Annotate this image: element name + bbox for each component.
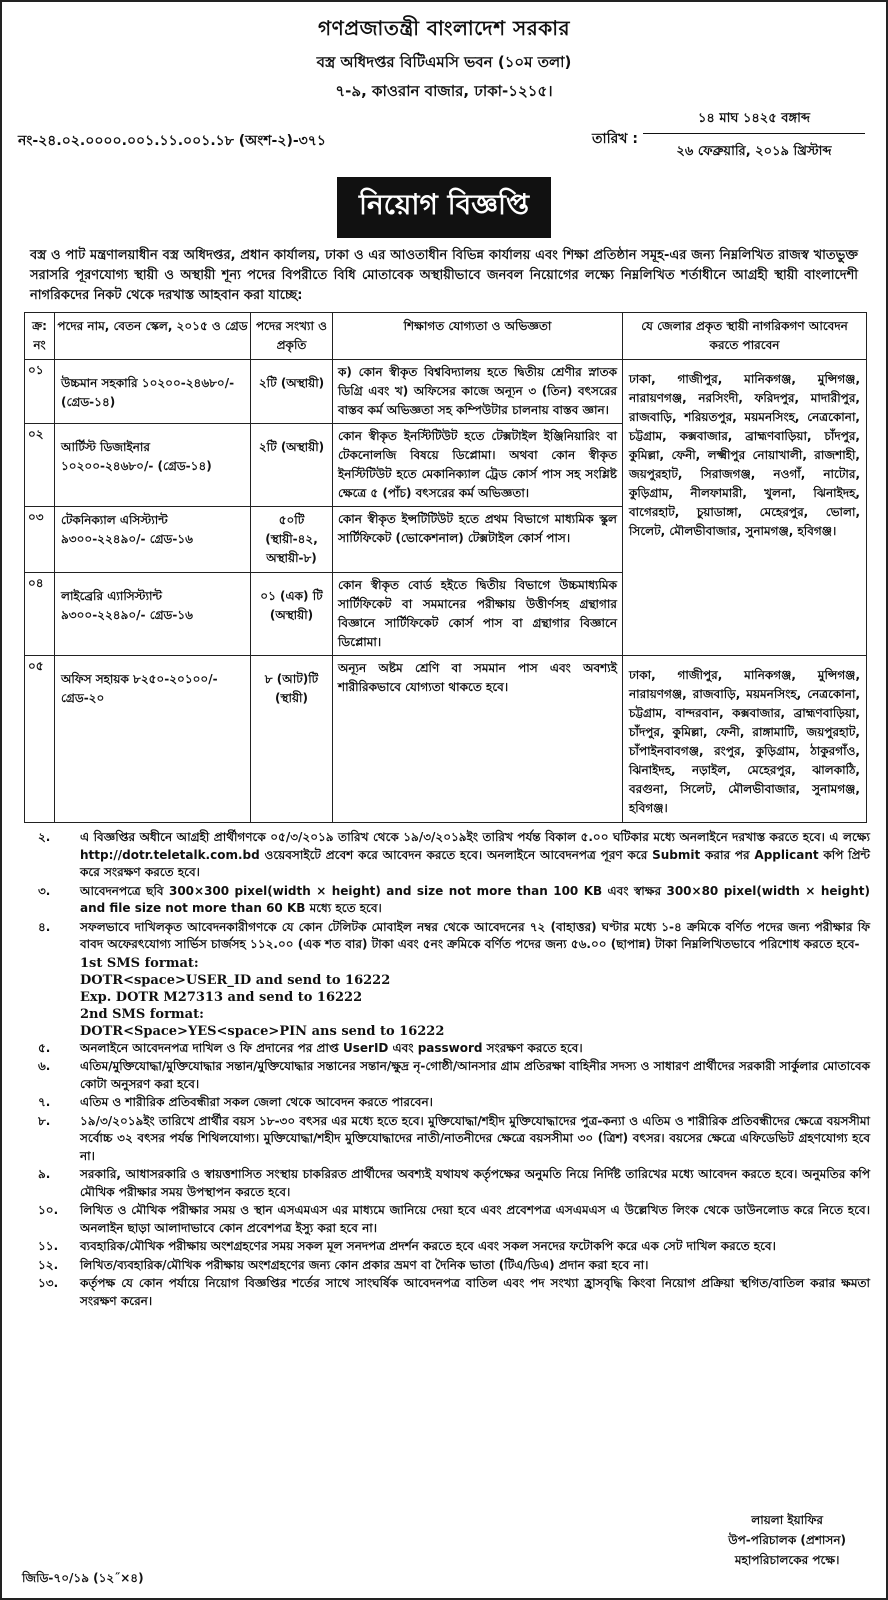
notes-section xyxy=(38,829,870,1310)
posts-table xyxy=(24,312,867,823)
date-box xyxy=(643,109,865,163)
note-text: এতিম ও শারীরিক প্রতিবন্ধীরা সকল জেলা থেকে আবেদন করতে পারবেন। xyxy=(80,1095,433,1109)
row-sl: ০৫ xyxy=(25,656,55,823)
sms-line: 2nd SMS format: xyxy=(80,1006,204,1022)
note-number: ৮. xyxy=(38,1113,51,1128)
row-sl: ০১ xyxy=(25,360,55,424)
org-name: গণপ্রজাতন্ত্রী বাংলাদেশ সরকার xyxy=(318,16,570,40)
note-item xyxy=(38,919,870,954)
note-text: আবেদনপত্রে ছবি 300×300 pixel(width × height) and size not more than 100 KB এবং স্বাক্ষর 300×80 pixel(width × height) and file size not more than 60 KB মধ্যে হতে হবে। xyxy=(80,883,870,915)
note-number: ১০. xyxy=(38,1203,59,1217)
sms-line: DOTR<space>USER_ID and send to 16222 xyxy=(80,972,391,988)
reference-row xyxy=(18,109,870,167)
note-text: সরকারি, আধাসরকারি ও স্বায়ত্তশাসিত সংস্থায় চাকরিরত প্রার্থীদের অবশ্যই যথাযথ কর্তৃপক্ষের অনুমতি নিয়ে নির্দিষ্ট তারিখের মধ্যে আবেদন করতে হবে। অনুমতির কপি মৌখিক পরীক্ষার সময় উপস্থাপন করতে হবে। xyxy=(80,1167,870,1199)
sms-format-block xyxy=(38,955,870,1040)
district-list-1: ঢাকা, গাজীপুর, মানিকগঞ্জ, মুন্সিগঞ্জ, নারায়ণগঞ্জ, নরসিংদী, ফরিদপুর, মাদারীপুর, রাজবাড়ি, শরিয়তপুর, ময়মনসিংহ, নেত্রকোনা, চট্টগ্রাম, কক্সবাজার, ব্রাহ্মণবাড়িয়া, চাঁদপুর, কুমিল্লা, ফেনী, লক্ষ্মীপুর নোয়াখালী, রাজশাহী, জয়পুরহাট, সিরাজগঞ্জ, নওগাঁ, নাটোর, কুড়িগ্রাম, নীলফামারী, খুলনা, ঝিনাইদহ, বাগেরহাট, চুয়াডাঙ্গা, মেহেরপুর, ভোলা, সিলেট, মৌলভীবাজার, সুনামগঞ্জ, হবিগঞ্জ। xyxy=(623,360,867,656)
note-number: ৭. xyxy=(38,1095,51,1109)
table-header-row xyxy=(25,313,867,360)
signature-block xyxy=(728,1510,846,1570)
signatory-name: লায়লা ইয়াফির xyxy=(751,1513,823,1527)
note-item xyxy=(38,1094,870,1112)
row-post: উচ্চমান সহকারি ১০২০০-২৪৬৮০/- (গ্রেড-১৪) xyxy=(55,360,251,424)
note-number: ১৩. xyxy=(38,1276,59,1290)
table-row xyxy=(25,360,867,424)
row-qualification: ক) কোন স্বীকৃত বিশ্ববিদ্যালয় হতে দ্বিতীয় শ্রেণীর স্নাতক ডিগ্রি এবং খ) অফিসের কাজে অন্যূন ৩ (তিন) বৎসরের বাস্তব কর্ম অভিজ্ঞতা সহ কম্পিউটার চালনায় বাস্তব জ্ঞান। xyxy=(333,360,623,424)
note-item xyxy=(38,1058,870,1093)
gd-number: জিডি-৭০/১৯ (১২˝×৪) xyxy=(22,1571,144,1585)
row-post: আর্টিস্ট ডিজাইনার ১০২০০-২৪৬৮০/- (গ্রেড-১৪) xyxy=(55,424,251,507)
col-header-count: পদের সংখ্যা ও প্রকৃতি xyxy=(251,313,333,360)
note-number: ৪. xyxy=(38,919,51,934)
col-header-sl: ক্র: নং xyxy=(25,313,55,360)
signatory-designation: উপ-পরিচালক (প্রশাসন) xyxy=(728,1533,846,1547)
row-post: অফিস সহায়ক ৮২৫০-২০১০০/- গ্রেড-২০ xyxy=(55,656,251,823)
note-item xyxy=(38,883,870,918)
signatory-for: মহাপরিচালকের পক্ষে। xyxy=(734,1553,840,1567)
row-qualification: কোন স্বীকৃত বোর্ড হইতে দ্বিতীয় বিভাগে উচ্চমাধ্যমিক সার্টিফিকেট বা সমমানের পরীক্ষায় উত্তীর্ণসহ গ্রন্থাগার বিজ্ঞানে সার্টিফিকেট কোর্স পাস বা গ্রন্থাগার বিজ্ঞানে ডিপ্লোমা। xyxy=(333,573,623,656)
note-item xyxy=(38,1040,870,1058)
note-text: সফলভাবে দাখিলকৃত আবেদনকারীগণকে যে কোন টেলিটক মোবাইল নম্বর থেকে আবেদনের ৭২ (বাহাত্তর) ঘণ্টার মধ্যে ১-৪ ক্রমিকে বর্ণিত পদের জন্য পরীক্ষার ফি বাবদ অফেরৎযোগ্য সার্ভিস চার্জসহ ১১২.০০ (এক শত বার) টাকা এবং ৫নং ক্রমিকে বর্ণিত পদের জন্য ৫৬.০০ (ছাপান্ন) টাকা নিম্নলিখিতভাবে পরিশোধ করতে হবে- xyxy=(80,919,870,951)
row-post: লাইব্রেরি এ্যাসিস্ট্যান্ট ৯৩০০-২২৪৯০/- গ্রেড-১৬ xyxy=(55,573,251,656)
note-number: ৯. xyxy=(38,1167,51,1181)
address: ৭-৯, কাওরান বাজার, ঢাকা-১২১৫। xyxy=(335,82,553,100)
col-header-district: যে জেলার প্রকৃত স্থায়ী নাগরিকগণ আবেদন করতে পারবেন xyxy=(623,313,867,360)
row-count: ০১ (এক) টি (অস্থায়ী) xyxy=(251,573,333,656)
col-header-qualification: শিক্ষাগত যোগ্যতা ও অভিজ্ঞতা xyxy=(333,313,623,360)
note-item xyxy=(38,1238,870,1256)
row-count: ৮ (আট)টি (স্থায়ী) xyxy=(251,656,333,823)
note-text: লিখিত/ব্যবহারিক/মৌখিক পরীক্ষায় অংশগ্রহণের জন্য কোন প্রকার ভ্রমণ বা দৈনিক ভাতা (টিএ/ডিএ) প্রদান করা হবে না। xyxy=(80,1257,649,1272)
sms-line: 1st SMS format: xyxy=(80,955,199,971)
note-number: ২. xyxy=(38,830,51,844)
note-number: ৩. xyxy=(38,883,51,898)
col-header-post: পদের নাম, বেতন স্কেল, ২০১৫ ও গ্রেড xyxy=(55,313,251,360)
note-item xyxy=(38,1166,870,1201)
row-qualification: কোন স্বীকৃত ইন্সটিটিউট হতে প্রথম বিভাগে মাধ্যমিক স্কুল সার্টিফিকেট (ভোকেশনাল) টেক্সটাইল কোর্স পাস। xyxy=(333,507,623,573)
note-number: ৫. xyxy=(38,1040,51,1055)
memo-number: নং-২৪.০২.০০০০.০০১.১১.০০১.১৮ (অংশ-২)-৩৭১ xyxy=(18,133,326,149)
note-item xyxy=(38,1275,870,1310)
note-text: এ বিজ্ঞপ্তির অধীনে আগ্রহী প্রার্থীগণকে ০৫/৩/২০১৯ তারিখ থেকে ১৯/৩/২০১৯ইং তারিখ পর্যন্ত বিকাল ৫.০০ ঘটিকার মধ্যে অনলাইনে দরখাস্ত করতে হবে। এ লক্ষ্যে http://dotr.teletalk.com.bd ওয়েবসাইটে প্রবেশ করে আবেদন করতে হবে। অনলাইনে আবেদনপত্র পূরণ করে Submit করার পর Applicant কপি প্রিন্ট করে সংরক্ষণ করতে হবে। xyxy=(80,830,870,879)
notice-title: নিয়োগ বিজ্ঞপ্তি xyxy=(337,177,551,238)
sms-line: Exp. DOTR M27313 and send to 16222 xyxy=(80,989,363,1005)
row-sl: ০৪ xyxy=(25,573,55,656)
table-row xyxy=(25,656,867,823)
date-english: ২৬ ফেব্রুয়ারি, ২০১৯ খ্রিস্টাব্দ xyxy=(676,144,832,159)
note-text: ১৯/৩/২০১৯ইং তারিখে প্রার্থীর বয়স ১৮-৩০ বৎসর এর মধ্যে হতে হবে। মুক্তিযোদ্ধা/শহীদ মুক্তিযোদ্ধাদের পুত্র-কন্যা ও এতিম ও শারীরিক প্রতিবন্ধীদের ক্ষেত্রে বয়সসীমা সর্বোচ্চ ৩২ বৎসর পর্যন্ত শিথিলযোগ্য। মুক্তিযোদ্ধা/শহীদ মুক্তিযোদ্ধাদের নাতী/নাতনীদের ক্ষেত্রে বয়সসীমা ৩০ (ত্রিশ) বৎসর। বয়সের ক্ষেত্রে এফিডেভিট গ্রহণযোগ্য হবে না। xyxy=(80,1113,870,1163)
note-item xyxy=(38,1202,870,1237)
row-sl: ০৩ xyxy=(25,507,55,573)
note-text: ব্যবহারিক/মৌখিক পরীক্ষায় অংশগ্রহণের সময় সকল মূল সনদপত্র প্রদর্শন করতে হবে এবং সকল সনদের ফটোকপি করে এক সেট দাখিল করতে হবে। xyxy=(80,1239,776,1253)
note-number: ১১. xyxy=(38,1239,59,1253)
intro-paragraph: বস্ত্র ও পাট মন্ত্রণালয়াধীন বস্ত্র অধিদপ্তর, প্রধান কার্যালয়, ঢাকা ও এর আওতাধীন বিভিন্ন কার্যালয় এবং শিক্ষা প্রতিষ্ঠান সমূহ-এর জন্য নিম্নলিখিত রাজস্ব খাতভুক্ত সরাসরি পূরণযোগ্য স্থায়ী ও অস্থায়ী শূন্য পদের বিপরীতে বিধি মোতাবেক অস্থায়ীভাবে জনবল নিয়োগের লক্ষ্যে নিম্নলিখিত শর্তাধীনে আগ্রহী স্থায়ী বাংলাদেশী নাগরিকদের নিকট থেকে দরখাস্ত আহবান করা যাচ্ছে: xyxy=(30,248,858,303)
row-post: টেকনিক্যাল এসিস্ট্যান্ট ৯৩০০-২২৪৯০/- গ্রেড-১৬ xyxy=(55,507,251,573)
row-count: ২টি (অস্থায়ী) xyxy=(251,360,333,424)
note-text: লিখিত ও মৌখিক পরীক্ষার সময় ও স্থান এসএমএস এর মাধ্যমে জানিয়ে দেয়া হবে এবং প্রবেশপত্র এসএমএস এ উল্লেখিত লিংক থেকে ডাউনলোড করে নিতে হবে। অনলাইন ছাড়া আলাদাভাবে কোন প্রবেশপত্র ইস্যু করা হবে না। xyxy=(80,1203,870,1235)
row-sl: ০২ xyxy=(25,424,55,507)
date-bangla: ১৪ মাঘ ১৪২৫ বঙ্গাব্দ xyxy=(643,109,865,134)
note-item xyxy=(38,1257,870,1275)
date-label: তারিখ : xyxy=(592,131,638,147)
note-text: কর্তৃপক্ষ যে কোন পর্যায়ে নিয়োগ বিজ্ঞপ্তির শর্তের সাথে সাংঘর্ষিক আবেদনপত্র বাতিল এবং পদ সংখ্যা হ্রাসবৃদ্ধি কিংবা নিয়োগ প্রক্রিয়া স্থগিত/বাতিল করার ক্ষমতা সংরক্ষণ করেন। xyxy=(80,1276,870,1308)
note-text: এতিম/মুক্তিযোদ্ধা/মুক্তিযোদ্ধার সন্তান/মুক্তিযোদ্ধার সন্তানের সন্তান/ক্ষুদ্র নৃ-গোষ্ঠী/আনসার গ্রাম প্রতিরক্ষা বাহিনীর সদস্য ও সাধারণ প্রার্থীদের সরকারী সার্কুলার মোতাবেক কোটা অনুসরণ করা হবে। xyxy=(80,1059,870,1091)
row-qualification: অন্যূন অষ্টম শ্রেণি বা সমমান পাস এবং অবশ্যই শারীরিকভাবে যোগ্যতা থাকতে হবে। xyxy=(333,656,623,823)
dept-name: বস্ত্র অধিদপ্তর বিটিএমসি ভবন (১০ম তলা) xyxy=(316,53,572,71)
note-item xyxy=(38,1113,870,1166)
note-number: ৬. xyxy=(38,1059,51,1073)
row-count: ৫০টি (স্থায়ী-৪২, অস্থায়ী-৮) xyxy=(251,507,333,573)
row-count: ২টি (অস্থায়ী) xyxy=(251,424,333,507)
row-qualification: কোন স্বীকৃত ইনস্টিটিউট হতে টেক্সটাইল ইঞ্জিনিয়ারিং বা টেকনোলজি বিষয়ে ডিপ্লোমা। অথবা কোন স্বীকৃত ইনস্টিটিউট হতে মেকানিক্যাল ট্রেড কোর্স পাস সহ সংশ্লিষ্ট ক্ষেত্রে ৫ (পাঁচ) বৎসরের কর্ম অভিজ্ঞতা। xyxy=(333,424,623,507)
note-number: ১২. xyxy=(38,1257,59,1272)
note-item xyxy=(38,829,870,882)
district-list-2: ঢাকা, গাজীপুর, মানিকগঞ্জ, মুন্সিগঞ্জ, নারায়ণগঞ্জ, রাজবাড়ি, ময়মনসিংহ, নেত্রকোনা, চট্টগ্রাম, বান্দরবান, কক্সবাজার, ব্রাহ্মণবাড়িয়া, চাঁদপুর, কুমিল্লা, ফেনী, রাঙ্গামাটি, জয়পুরহাট, চাঁপাইনবাবগঞ্জ, রংপুর, কুড়িগ্রাম, ঠাকুরগাঁও, ঝিনাইদহ, নড়াইল, মেহেরপুর, ঝালকাঠি, বরগুনা, সিলেট, মৌলভীবাজার, সুনামগঞ্জ, হবিগঞ্জ। xyxy=(623,656,867,823)
sms-line: DOTR<Space>YES<space>PIN ans send to 16222 xyxy=(80,1023,445,1039)
note-text: অনলাইনে আবেদনপত্র দাখিল ও ফি প্রদানের পর প্রাপ্ত UserID এবং password সংরক্ষণ করতে হবে। xyxy=(80,1040,583,1055)
header xyxy=(18,14,870,105)
